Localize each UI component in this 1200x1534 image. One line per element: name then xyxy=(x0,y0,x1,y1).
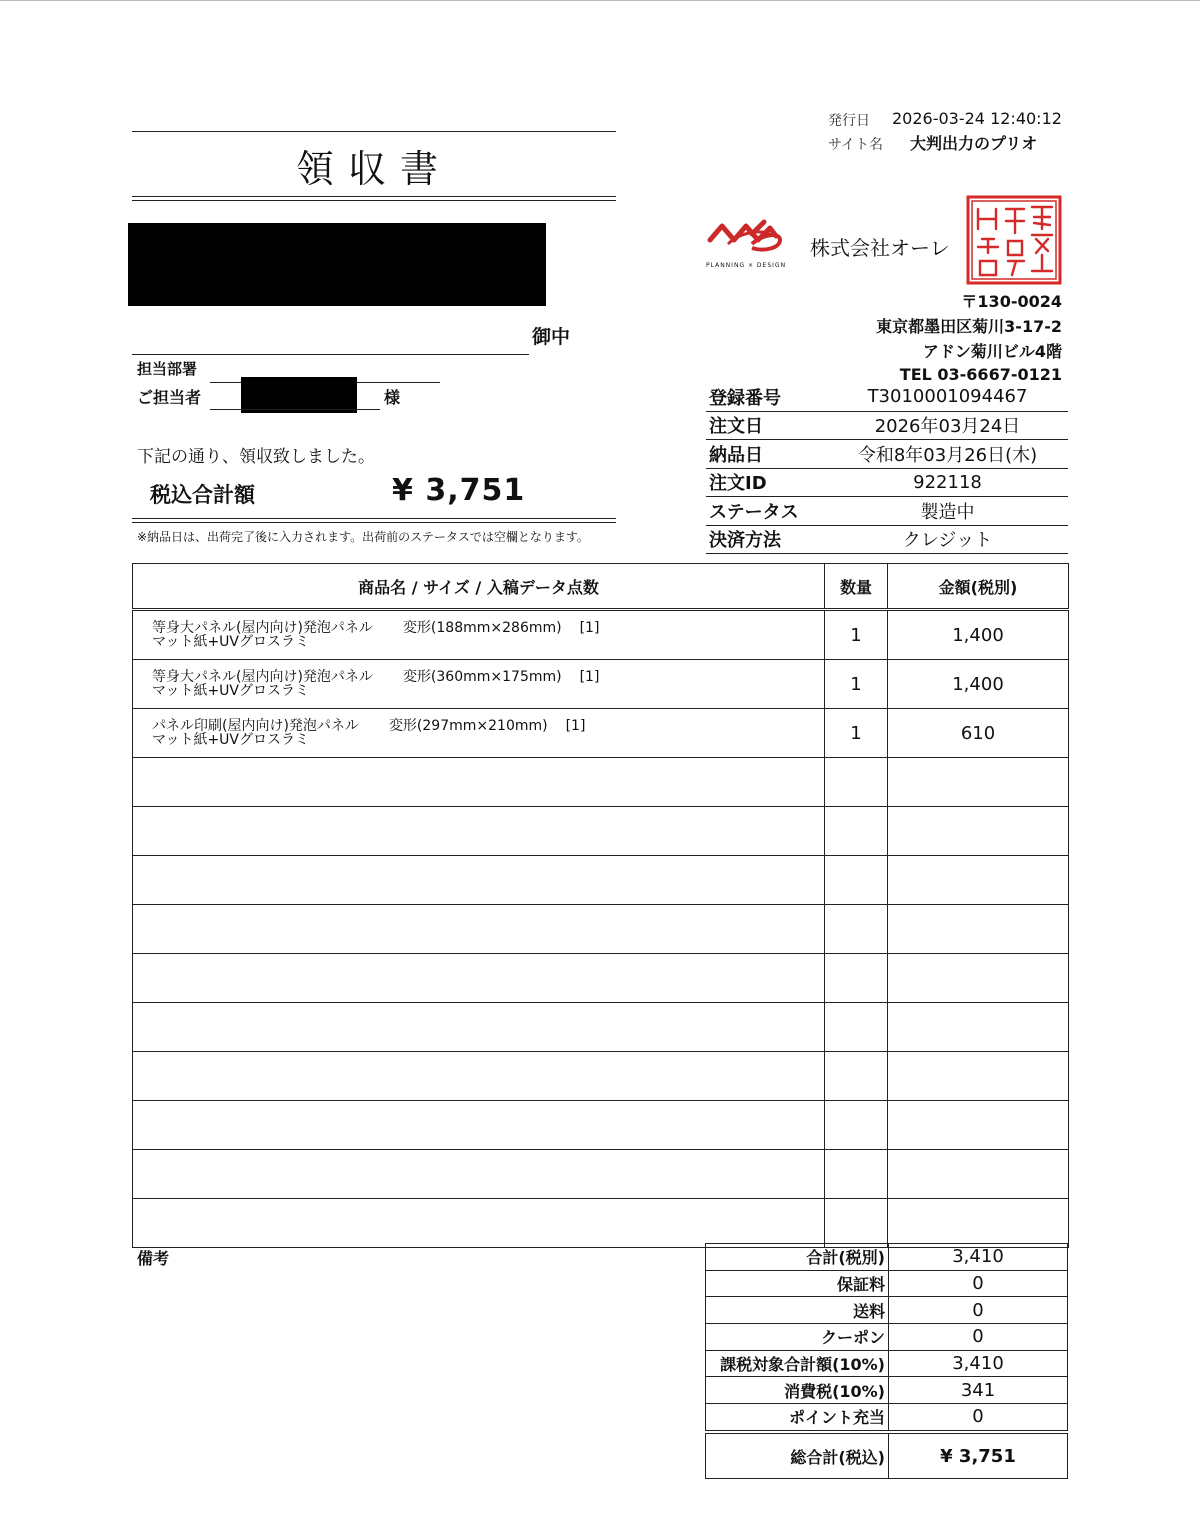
item-amount xyxy=(888,1150,1069,1199)
order-info-value: クレジット xyxy=(827,525,1068,554)
item-description xyxy=(133,660,825,709)
grand-total-table xyxy=(705,1433,1068,1479)
order-info-row xyxy=(706,440,1068,469)
item-description xyxy=(133,1150,825,1199)
totals-label: 課税対象合計額(10%) xyxy=(706,1350,889,1377)
order-info-row xyxy=(706,411,1068,440)
item-amount: 1,400 xyxy=(888,610,1069,660)
item-row xyxy=(133,660,1069,709)
order-info-label: ステータス xyxy=(706,497,827,526)
recipient-underline xyxy=(132,354,529,355)
item-quantity: 1 xyxy=(825,709,888,758)
item-size: 変形(360mm×175mm) xyxy=(402,669,562,685)
item-amount: 1,400 xyxy=(888,660,1069,709)
item-quantity xyxy=(825,807,888,856)
person-suffix: 様 xyxy=(384,388,401,407)
order-info-label: 決済方法 xyxy=(706,525,827,554)
column-header-amount: 金額(税別) xyxy=(888,564,1069,610)
totals-label: クーポン xyxy=(706,1324,889,1351)
totals-label: ポイント充当 xyxy=(706,1404,889,1431)
order-info-label: 注文ID xyxy=(706,468,827,497)
redacted-recipient-name xyxy=(128,223,546,306)
item-quantity: 1 xyxy=(825,610,888,660)
item-data-count: [1] xyxy=(565,718,586,734)
totals-label: 送料 xyxy=(706,1297,889,1324)
site-name: 大判出力のプリオ xyxy=(910,134,1038,153)
totals-value: 3,410 xyxy=(889,1244,1068,1271)
logo-caption: PLANNING × DESIGN xyxy=(706,262,787,269)
item-amount: 610 xyxy=(888,709,1069,758)
item-name: 等身大パネル(屋内向け)発泡パネル xyxy=(152,669,373,685)
order-info-value: T3010001094467 xyxy=(827,383,1068,411)
item-amount xyxy=(888,856,1069,905)
totals-label: 合計(税別) xyxy=(706,1244,889,1271)
item-quantity xyxy=(825,1150,888,1199)
item-amount xyxy=(888,1199,1069,1248)
totals-value: 0 xyxy=(889,1404,1068,1431)
title-bottom-rule xyxy=(132,196,616,197)
totals-row xyxy=(706,1297,1068,1324)
empty-item-row xyxy=(133,1199,1069,1248)
order-info-row xyxy=(706,383,1068,411)
empty-item-row xyxy=(133,1003,1069,1052)
item-description xyxy=(133,610,825,660)
delivery-note: ※納品日は、出荷完了後に入力されます。出荷前のステータスでは空欄となります。 xyxy=(137,530,589,544)
issue-date-label: 発行日 xyxy=(828,113,870,129)
item-quantity xyxy=(825,905,888,954)
totals-row xyxy=(706,1404,1068,1431)
company-tel: TEL 03-6667-0121 xyxy=(899,365,1062,384)
order-info-value: 922118 xyxy=(827,468,1068,497)
item-name: 等身大パネル(屋内向け)発泡パネル xyxy=(152,620,373,636)
item-line1 xyxy=(152,670,824,684)
grand-total-label: 総合計(税込) xyxy=(706,1434,889,1479)
order-info-value: 2026年03月24日 xyxy=(827,411,1068,440)
total-underline-2 xyxy=(132,522,616,523)
item-line1 xyxy=(152,621,824,635)
person-label: ご担当者 xyxy=(137,388,202,407)
grand-total-row xyxy=(706,1434,1068,1479)
empty-item-row xyxy=(133,807,1069,856)
item-data-count: [1] xyxy=(579,669,600,685)
item-description xyxy=(133,954,825,1003)
empty-item-row xyxy=(133,1052,1069,1101)
column-header-quantity: 数量 xyxy=(825,564,888,610)
grand-total-value: ¥ 3,751 xyxy=(889,1434,1068,1479)
empty-item-row xyxy=(133,758,1069,807)
item-quantity xyxy=(825,1101,888,1150)
item-option: マット紙+UVグロスラミ xyxy=(152,683,309,699)
item-size: 変形(188mm×286mm) xyxy=(402,620,562,636)
item-description xyxy=(133,905,825,954)
issue-date: 2026-03-24 12:40:12 xyxy=(892,109,1062,128)
totals-value: 0 xyxy=(889,1324,1068,1351)
totals-value: 3,410 xyxy=(889,1350,1068,1377)
total-underline xyxy=(132,518,616,519)
item-option: マット紙+UVグロスラミ xyxy=(152,634,309,650)
order-info-table xyxy=(706,383,1068,554)
item-quantity xyxy=(825,1003,888,1052)
site-name-label: サイト名 xyxy=(828,137,884,153)
item-description xyxy=(133,758,825,807)
item-amount xyxy=(888,758,1069,807)
remarks-label: 備考 xyxy=(137,1249,170,1268)
recipient-suffix: 御中 xyxy=(532,326,571,348)
totals-row xyxy=(706,1270,1068,1297)
item-quantity xyxy=(825,1052,888,1101)
totals-label: 保証料 xyxy=(706,1270,889,1297)
empty-item-row xyxy=(133,856,1069,905)
order-info-label: 納品日 xyxy=(706,440,827,469)
totals-value: 0 xyxy=(889,1297,1068,1324)
company-seal-icon xyxy=(966,195,1062,285)
item-description xyxy=(133,1199,825,1248)
company-seal xyxy=(966,195,1062,285)
totals-row xyxy=(706,1324,1068,1351)
order-info-label: 登録番号 xyxy=(706,383,827,411)
person-underline xyxy=(210,409,380,410)
item-amount xyxy=(888,1052,1069,1101)
totals-row xyxy=(706,1244,1068,1271)
totals-row xyxy=(706,1377,1068,1404)
redacted-person-name xyxy=(241,377,357,413)
order-info-value: 令和8年03月26日(木) xyxy=(827,440,1068,469)
title-top-rule xyxy=(132,131,616,132)
item-row xyxy=(133,709,1069,758)
item-amount xyxy=(888,1101,1069,1150)
empty-item-row xyxy=(133,905,1069,954)
item-quantity xyxy=(825,1199,888,1248)
company-postal-code: 〒130-0024 xyxy=(961,292,1062,311)
company-name: 株式会社オーレ xyxy=(810,236,950,260)
order-info-row xyxy=(706,525,1068,554)
item-description xyxy=(133,807,825,856)
item-option: マット紙+UVグロスラミ xyxy=(152,732,309,748)
order-info-value: 製造中 xyxy=(827,497,1068,526)
item-quantity xyxy=(825,856,888,905)
item-description xyxy=(133,1101,825,1150)
company-address-line1: 東京都墨田区菊川3-17-2 xyxy=(876,317,1062,336)
company-address-line2: アドン菊川ビル4階 xyxy=(922,342,1062,361)
page-top-border xyxy=(0,0,1200,1)
totals-row xyxy=(706,1350,1068,1377)
item-data-count: [1] xyxy=(579,620,600,636)
item-amount xyxy=(888,807,1069,856)
order-info-label: 注文日 xyxy=(706,411,827,440)
totals-label: 消費税(10%) xyxy=(706,1377,889,1404)
item-quantity: 1 xyxy=(825,660,888,709)
item-description xyxy=(133,709,825,758)
totals-value: 0 xyxy=(889,1270,1068,1297)
order-info-row xyxy=(706,468,1068,497)
empty-item-row xyxy=(133,954,1069,1003)
document-title: 領収書 xyxy=(295,147,452,191)
department-label: 担当部署 xyxy=(137,360,198,378)
order-info-row xyxy=(706,497,1068,526)
company-logo xyxy=(706,218,788,274)
item-quantity xyxy=(825,954,888,1003)
item-description xyxy=(133,1052,825,1101)
item-amount xyxy=(888,1003,1069,1052)
totals-table xyxy=(705,1243,1068,1431)
tax-included-total-value: ¥ 3,751 xyxy=(392,473,526,508)
totals-value: 341 xyxy=(889,1377,1068,1404)
items-table xyxy=(132,563,1069,1248)
column-header-item-name: 商品名 / サイズ / 入稿データ点数 xyxy=(133,564,825,610)
item-row xyxy=(133,610,1069,660)
receipt-statement: 下記の通り、領収致しました。 xyxy=(137,447,375,467)
tax-included-total-label: 税込合計額 xyxy=(150,483,255,507)
item-name: パネル印刷(屋内向け)発泡パネル xyxy=(152,718,359,734)
item-size: 変形(297mm×210mm) xyxy=(388,718,548,734)
item-description xyxy=(133,856,825,905)
item-line1 xyxy=(152,719,824,733)
empty-item-row xyxy=(133,1101,1069,1150)
item-amount xyxy=(888,954,1069,1003)
empty-item-row xyxy=(133,1150,1069,1199)
item-amount xyxy=(888,905,1069,954)
title-bottom-rule-2 xyxy=(132,200,616,201)
item-quantity xyxy=(825,758,888,807)
item-description xyxy=(133,1003,825,1052)
